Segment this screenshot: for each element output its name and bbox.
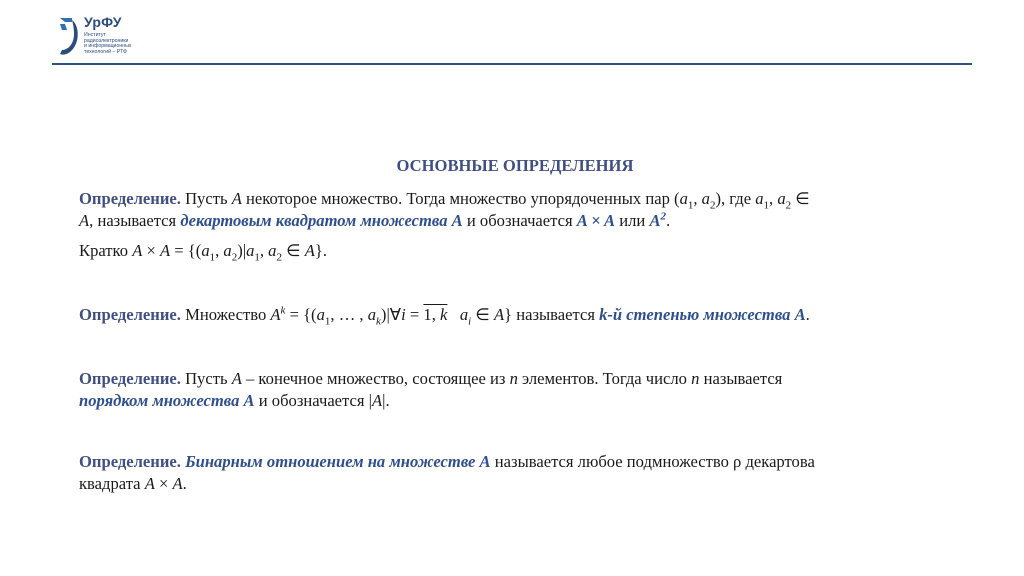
header-divider [52,63,972,65]
urfu-logo-icon [58,16,80,56]
slide-title: ОСНОВНЫЕ ОПРЕДЕЛЕНИЯ [396,156,634,175]
definition-binary-relation: Определение. Бинарным отношением на множестве A называется любое подмножество ρ декартова квадрата A × A. [79,452,815,493]
definition-set-order: Определение. Пусть A – конечное множество, состоящее из n элементов. Тогда число n называется порядком множества A и обозначается |A|. [79,369,783,410]
definition-k-th-power: Определение. Множество $A^k = \{(a_1$, … , $a_k)|\forall i = 1$, k $a_i$ ∈ A} называется k-й степенью множества A. [79,304,810,328]
brief-notation: Кратко $A \times A = \{(a_1$, $a_2)|a_1$, $a_2$ ∈ A}. [79,241,327,264]
definition-cartesian-square: Определение. Пусть A некоторое множество. Тогда множество упорядоченных пар ($a_1$, $a_2$), где $a_1$, $a_2$ ∈ A, называется декартовым квадратом множества A и обозначается A × A или $A^2$. [79,189,810,230]
brand-name: УрФУ [84,14,122,30]
institute-name: Институт радиоэлектроники и информационных технологий – РТФ [84,32,132,55]
header [0,0,1024,70]
